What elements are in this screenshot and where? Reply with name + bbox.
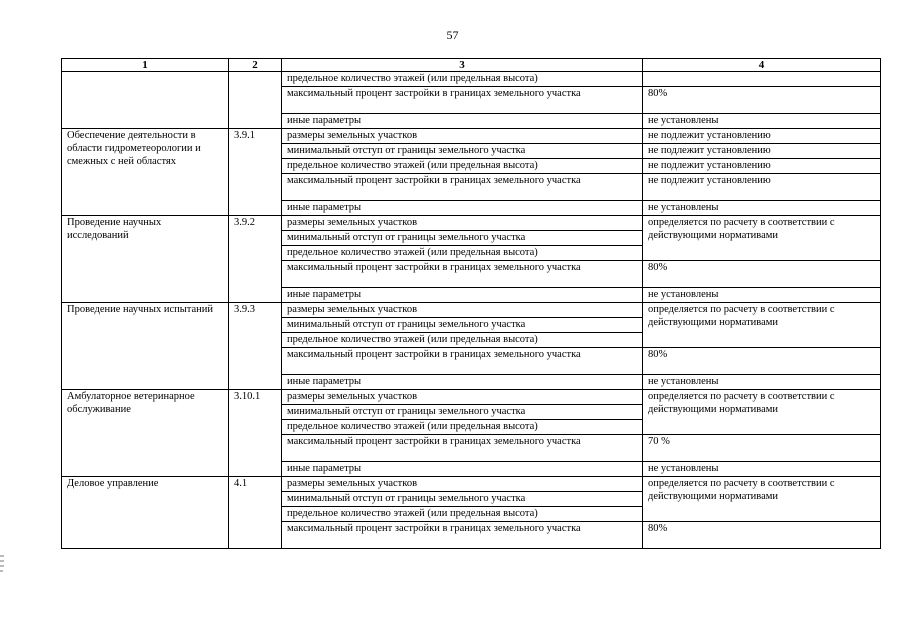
column-header-3: 3: [282, 59, 643, 72]
param-max-coverage: максимальный процент застройки в границах земельного участка: [282, 348, 643, 375]
value-other: не установлены: [643, 462, 881, 477]
use-type-name: Обеспечение деятельности в области гидрометеорологии и смежных с ней областях: [62, 129, 229, 216]
param-max-coverage: максимальный процент застройки в границах земельного участка: [282, 435, 643, 462]
use-type-code: [229, 72, 282, 129]
param-max-coverage: максимальный процент застройки в границах земельного участка: [282, 522, 643, 549]
use-type-name: Деловое управление: [62, 477, 229, 549]
column-header-2: 2: [229, 59, 282, 72]
param-max-floors: предельное количество этажей (или предельная высота): [282, 507, 643, 522]
param-other: иные параметры: [282, 288, 643, 303]
header-row: [62, 59, 881, 72]
param-max-floors: предельное количество этажей (или предельная высота): [282, 333, 643, 348]
param-max-coverage: максимальный процент застройки в границах земельного участка: [282, 261, 643, 288]
value-coverage: не подлежит установлению: [643, 174, 881, 201]
param-plot-size: размеры земельных участков: [282, 129, 643, 144]
value-min-offset: не подлежит установлению: [643, 144, 881, 159]
value-plot-size: не подлежит установлению: [643, 129, 881, 144]
param-other: иные параметры: [282, 375, 643, 390]
land-use-regulations-table: [61, 58, 881, 549]
param-plot-size: размеры земельных участков: [282, 390, 643, 405]
table-row: [62, 72, 881, 87]
value-other: не установлены: [643, 375, 881, 390]
column-header-4: 4: [643, 59, 881, 72]
use-type-code: 3.9.3: [229, 303, 282, 390]
use-type-code: 3.10.1: [229, 390, 282, 477]
param-max-floors: предельное количество этажей (или предельная высота): [282, 72, 643, 87]
value-calc: определяется по расчету в соответствии с действующими нормативами: [643, 390, 881, 435]
use-type-code: 4.1: [229, 477, 282, 549]
value-coverage: 80%: [643, 261, 881, 288]
param-min-offset: минимальный отступ от границы земельного участка: [282, 144, 643, 159]
use-type-code: 3.9.2: [229, 216, 282, 303]
param-max-floors: предельное количество этажей (или предельная высота): [282, 420, 643, 435]
table-row: [62, 390, 881, 405]
table-row: [62, 129, 881, 144]
param-plot-size: размеры земельных участков: [282, 477, 643, 492]
param-max-coverage: максимальный процент застройки в границах земельного участка: [282, 174, 643, 201]
column-header-1: 1: [62, 59, 229, 72]
param-other: иные параметры: [282, 114, 643, 129]
scan-margin-mark: [0, 554, 4, 575]
value-calc: определяется по расчету в соответствии с действующими нормативами: [643, 477, 881, 522]
param-max-coverage: максимальный процент застройки в границах земельного участка: [282, 87, 643, 114]
param-other: иные параметры: [282, 201, 643, 216]
use-type-code: 3.9.1: [229, 129, 282, 216]
param-plot-size: размеры земельных участков: [282, 303, 643, 318]
param-min-offset: минимальный отступ от границы земельного участка: [282, 318, 643, 333]
param-plot-size: размеры земельных участков: [282, 216, 643, 231]
use-type-name: Проведение научных испытаний: [62, 303, 229, 390]
value-other: не установлены: [643, 201, 881, 216]
value-max-floors: не подлежит установлению: [643, 159, 881, 174]
param-other: иные параметры: [282, 462, 643, 477]
use-type-name: Амбулаторное ветеринарное обслуживание: [62, 390, 229, 477]
param-max-floors: предельное количество этажей (или предельная высота): [282, 159, 643, 174]
table-row: [62, 303, 881, 318]
value-other: не установлены: [643, 114, 881, 129]
table-row: [62, 477, 881, 492]
value-coverage: 80%: [643, 87, 881, 114]
value-empty: [643, 72, 881, 87]
value-coverage: 80%: [643, 348, 881, 375]
value-calc: определяется по расчету в соответствии с действующими нормативами: [643, 303, 881, 348]
use-type-name: Проведение научных исследований: [62, 216, 229, 303]
page-number: 57: [446, 28, 459, 42]
param-min-offset: минимальный отступ от границы земельного участка: [282, 231, 643, 246]
value-coverage: 70 %: [643, 435, 881, 462]
param-min-offset: минимальный отступ от границы земельного участка: [282, 492, 643, 507]
value-coverage: 80%: [643, 522, 881, 549]
param-max-floors: предельное количество этажей (или предельная высота): [282, 246, 643, 261]
value-other: не установлены: [643, 288, 881, 303]
table-row: [62, 216, 881, 231]
param-min-offset: минимальный отступ от границы земельного участка: [282, 405, 643, 420]
value-calc: определяется по расчету в соответствии с действующими нормативами: [643, 216, 881, 261]
use-type-name: [62, 72, 229, 129]
margin-tick-icon: [0, 554, 4, 574]
